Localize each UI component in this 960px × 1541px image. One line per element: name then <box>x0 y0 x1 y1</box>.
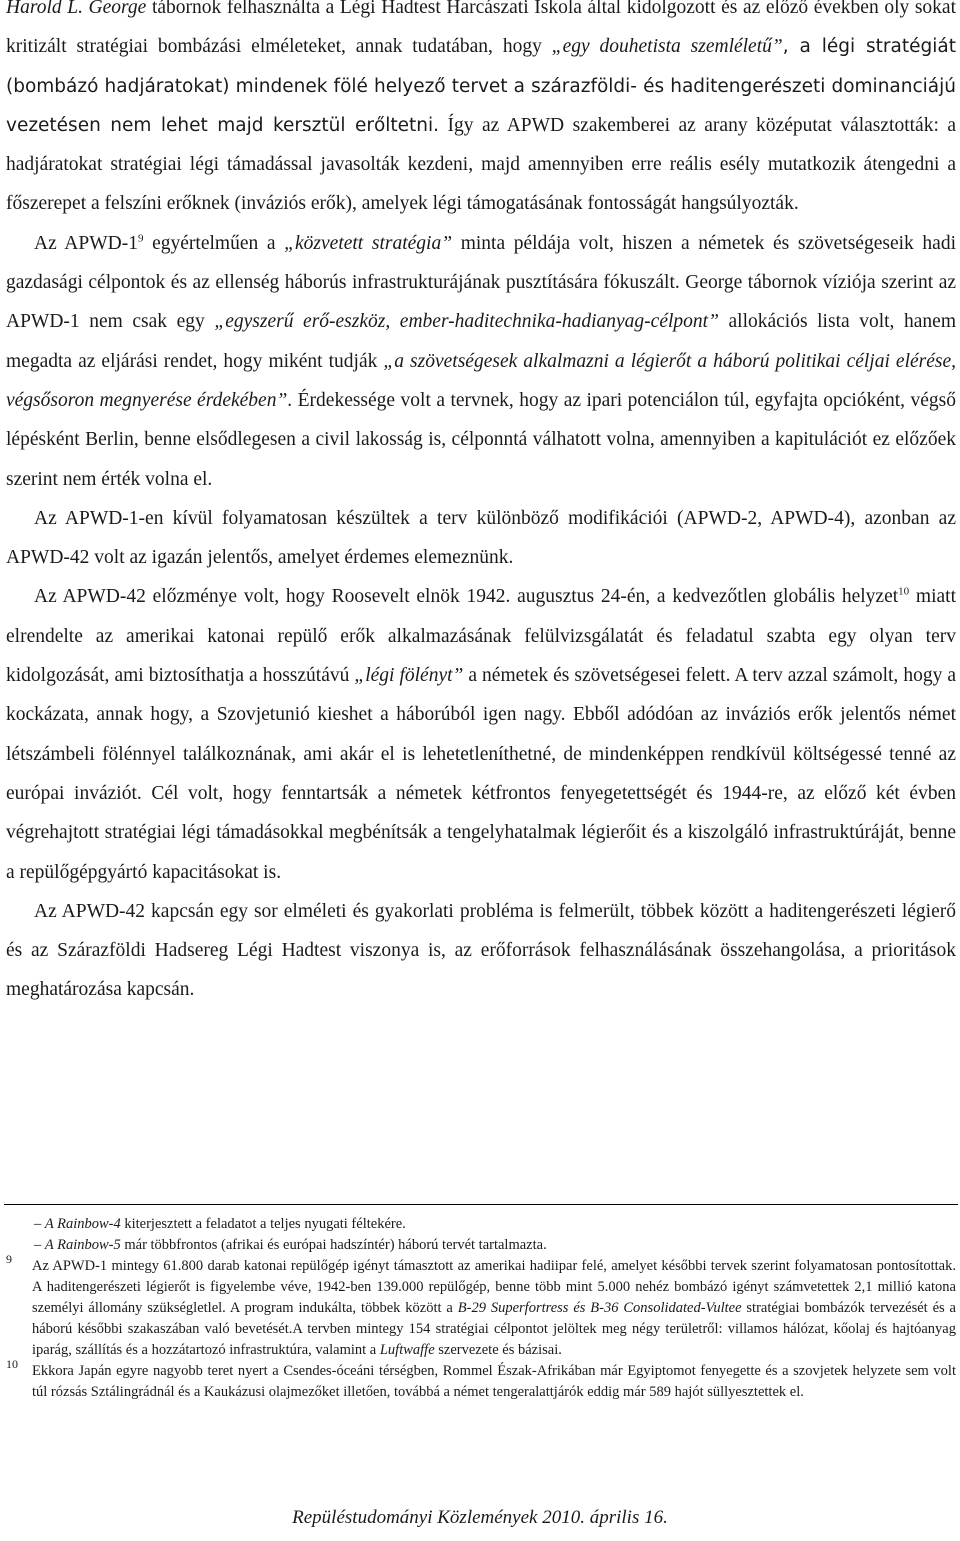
footnotes <box>6 1214 956 1403</box>
paragraph-5: Az APWD-42 kapcsán egy sor elméleti és gyakorlati probléma is felmerült, többek között a haditengerészeti légierő és az Szárazföldi Hadsereg Légi Hadtest viszonya is, az erőforrások felhasználásának összehangolása, a prioritások meghatározása kapcsán. <box>6 900 956 1001</box>
footnote-divider <box>4 1204 958 1205</box>
footnote-number: 9 <box>6 1252 12 1266</box>
footnote-9: 9 Az APWD-1 mintegy 61.800 darab katonai repülőgép igényt támasztott az amerikai hadiipar felé, amelyet későbbi tervek szerint folyamatosan pontosítottak. A haditengerészeti légierőt is figyelembe véve, 1942-ben 139.000 repülőgép, benne több mint 5.000 nehéz bombázó igényt számvetettek 2,1 millió katona személyi állomány szükségletlel. A program indukálta, többek között a B-29 Superfortress és B-36 Consolidated-Vultee stratégiai bombázók tervezését és a háború későbbi szakaszában való bevetését.A tervben mintegy 154 stratégiai célpontot jelöltek meg négy területről: villamos hálózat, kőolaj és hajtóanyag iparág, szállítás és a hozzátartozó infrastruktúra, valamint a Luftwaffe szervezete és bázisai. <box>6 1252 956 1358</box>
page-footer: Repüléstudományi Közlemények 2010. április 16. <box>292 1507 668 1528</box>
main-text <box>6 0 956 1010</box>
author-name: Harold L. George <box>6 0 147 18</box>
footnote-number: 10 <box>6 1357 18 1371</box>
footnote-dash-2: – A Rainbow-5 már többfrontos (afrikai és európai hadszíntér) háború tervét tartalmazta. <box>34 1237 547 1253</box>
paragraph-3: Az APWD-1-en kívül folyamatosan készültek a terv különböző modifikációi (APWD-2, APWD-4), azonban az APWD-42 volt az igazán jelentős, amelyet érdemes elemeznünk. <box>6 507 956 569</box>
paragraph-1: Harold L. George tábornok felhasználta a Légi Hadtest Harcászati Iskola által kidolgozott és az előző években oly sokat kritizált stratégiai bombázási elméleteket, annak tudatában, hogy „egy douhetista szemléletű”, a légi stratégiát (bombázó hadjáratokat) mindenek fölé helyező tervet a szárazföldi- és haditengerészeti dominanciájú vezetésen nem lehet majd kersztül erőltetni. Így az APWD szakemberei az arany középutat választották: a hadjáratokat stratégiai légi támadással javasolták kezdeni, majd amennyiben erre reális esély mutatkozik átengedni a főszerepet a felszíni erőknek (inváziós erők), amelyek légi támogatásának fontosságát hangsúlyozták. <box>6 0 956 224</box>
footnote-dash-1: – A Rainbow-4 kiterjesztett a feladatot a teljes nyugati féltekére. <box>34 1216 406 1232</box>
footnote-10: 10 Ekkora Japán egyre nagyobb teret nyert a Csendes-óceáni térségben, Rommel Észak-Afrikában már Egyiptomot fenyegette és a szovjetek helyzete sem volt túl rózsás Sztálingrádnál és a Kaukázusi olajmezőket illetően, továbbá a német tengeralattjárók eddig már 589 hajót süllyesztettek el. <box>6 1357 956 1400</box>
footnote-ref-10: 10 <box>898 585 910 598</box>
footnote-ref-9: 9 <box>137 232 144 245</box>
paragraph-4: Az APWD-42 előzménye volt, hogy Roosevelt elnök 1942. augusztus 24-én, a kedvezőtlen globális helyzet$^{10}$ miatt elrendelte az amerikai katonai repülő erők alkalmazásának felülvizsgálatát és feladatul szabta egy olyan terv kidolgozását, ami biztosíthatja a hosszútávú „légi fölényt” a németek és szövetségesei felett. A terv azzal számolt, hogy a kockázata, annak hogy, a Szovjetunió kieshet a háborúból igen nagy. Ebből adódóan az inváziós erők jelentős német létszámbeli fölénnyel találkoznának, ami akár el is lehetetleníthetné, de mindenképpen rendkívül költségessé tenné az európai inváziót. Cél volt, hogy fenntartsák a németek kétfrontos fenyegetettségét és 1944-re, az előző két évben végrehajtott stratégiai légi támadásokkal megbénítsák a tengelyhatalmak légierőit és a kiszolgáló infrastruktúráját, benne a repülőgépgyártó kapacitásokat is. <box>6 585 956 883</box>
paragraph-2: Az APWD-$1^9$ egyértelműen a „közvetett stratégia” minta példája volt, hiszen a németek és szövetségeseik hadi gazdasági célpontok és az ellenség háborús infrastrukturájának pusztítására fókuszált. George tábornok víziója szerint az APWD-1 nem csak egy „egyszerű erő-eszköz, ember-haditechnika-hadianyag-célpont” allokációs lista volt, hanem megadta az eljárási rendet, hogy miként tudják „a szövetségesek alkalmazni a légierőt a háború politikai céljai elérése, végsősoron megnyerése érdekében”. Érdekessége volt a tervnek, hogy az ipari potenciálon túl, egyfajta opcióként, végső lépésként Berlin, benne elsődlegesen a civil lakosság is, célponntá válhatott volna, amennyiben a kapitulációt ez előzőek szerint nem érték volna el. <box>6 232 957 490</box>
